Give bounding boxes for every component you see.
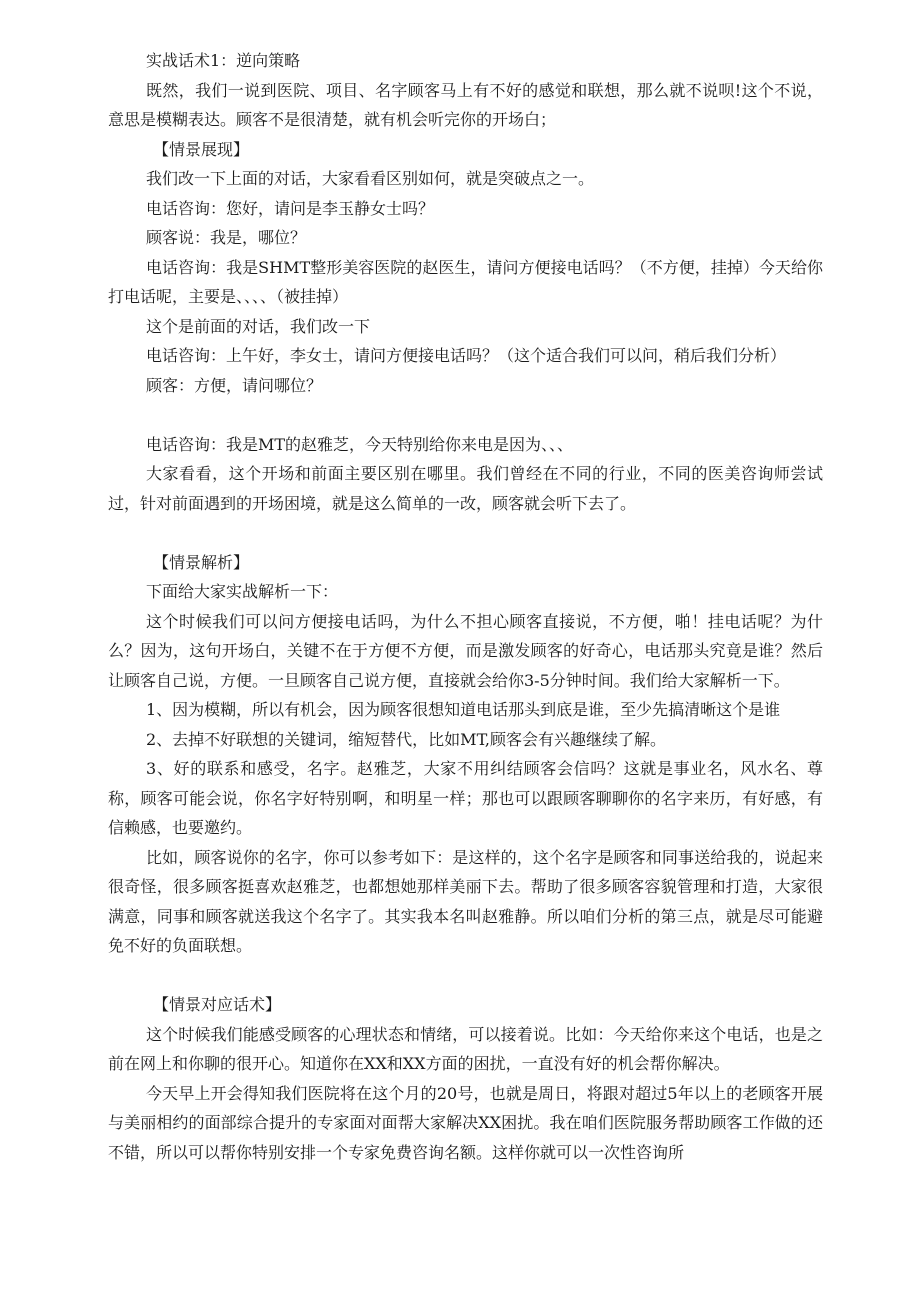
document-page	[108, 46, 823, 1167]
intro-paragraph: 既然，我们一说到医院、项目、名字顾客马上有不好的感觉和联想，那么就不说呗!这个不说，意思是模糊表达。顾客不是很清楚，就有机会听完你的开场白；	[108, 80, 823, 129]
list-item: 2、去掉不好联想的关键词，缩短替代，比如MT,顾客会有兴趣继续了解。	[146, 729, 666, 749]
paragraph: 大家看看，这个开场和前面主要区别在哪里。我们曾经在不同的行业，不同的医美咨询师尝试过，针对前面遇到的开场困境，就是这么简单的一改，顾客就会听下去了。	[108, 464, 823, 513]
paragraph: 比如，顾客说你的名字，你可以参考如下：是这样的，这个名字是顾客和同事送给我的，说起来很奇怪，很多顾客挺喜欢赵雅芝，也都想她那样美丽下去。帮助了很多顾客容貌管理和打造，大家很满意，同事和顾客就送我这个名字了。其实我本名叫赵雅静。所以咱们分析的第三点，就是尽可能避免不好的负面联想。	[108, 847, 823, 955]
blank-line	[108, 518, 823, 548]
section-heading-analysis: 【情景解析】	[153, 552, 250, 572]
paragraph: 今天早上开会得知我们医院将在这个月的20号，也就是周日，将跟对超过5年以上的老顾客开展与美丽相约的面部综合提升的专家面对面帮大家解决XX困扰。我在咱们医院服务帮助顾客工作做的还不错，所以可以帮你特别安排一个专家免费咨询名额。这样你就可以一次性咨询所	[108, 1083, 823, 1162]
paragraph: 这个时候我们能感受顾客的心理状态和情绪，可以接着说。比如：今天给你来这个电话，也是之前在网上和你聊的很开心。知道你在XX和XX方面的困扰，一直没有好的机会帮你解决。	[108, 1024, 823, 1073]
section-heading-script: 【情景对应话术】	[153, 995, 282, 1014]
paragraph: 我们改一下上面的对话，大家看看区别如何，就是突破点之一。	[146, 169, 595, 188]
list-item: 1、因为模糊，所以有机会，因为顾客很想知道电话那头到底是谁，至少先搞清晰这个是谁	[146, 700, 781, 719]
section-heading-scenario: 【情景展现】	[153, 139, 250, 159]
dialogue-line: 顾客说：我是，哪位？	[146, 228, 307, 247]
dialogue-line: 电话咨询：您好，请问是李玉静女士吗？	[146, 198, 435, 218]
paragraph: 这个时候我们可以问方便接电话吗，为什么不担心顾客直接说，不方便，啪！挂电话呢？为什么？因为，这句开场白，关键不在于方便不方便，而是激发顾客的好奇心，电话那头究竟是谁？然后让顾客自己说，方便。一旦顾客自己说方便，直接就会给你3-5分钟时间。我们给大家解析一下。	[108, 611, 823, 690]
dialogue-line: 电话咨询：上午好，李女士，请问方便接电话吗？（这个适合我们可以问，稍后我们分析）	[146, 346, 787, 365]
paragraph: 这个是前面的对话，我们改一下	[146, 316, 371, 336]
doc-title: 实战话术1：逆向策略	[146, 51, 301, 70]
dialogue-line: 顾客：方便，请问哪位？	[146, 375, 323, 395]
blank-line	[108, 961, 823, 991]
blank-line	[108, 400, 823, 430]
dialogue-line: 电话咨询：我是MT的赵雅芝，今天特别给你来电是因为、、、	[146, 434, 574, 454]
list-item: 3、好的联系和感受，名字。赵雅芝，大家不用纠结顾客会信吗？这就是事业名，风水名、尊称，顾客可能会说，你名字好特别啊，和明星一样；那也可以跟顾客聊聊你的名字来历，有好感，有信赖感，也要邀约。	[108, 759, 823, 837]
paragraph: 下面给大家实战解析一下：	[146, 582, 339, 601]
dialogue-line: 电话咨询：我是SHMT整形美容医院的赵医生，请问方便接电话吗？（不方便，挂掉）今天给你打电话呢，主要是、、、、（被挂掉）	[108, 257, 823, 306]
